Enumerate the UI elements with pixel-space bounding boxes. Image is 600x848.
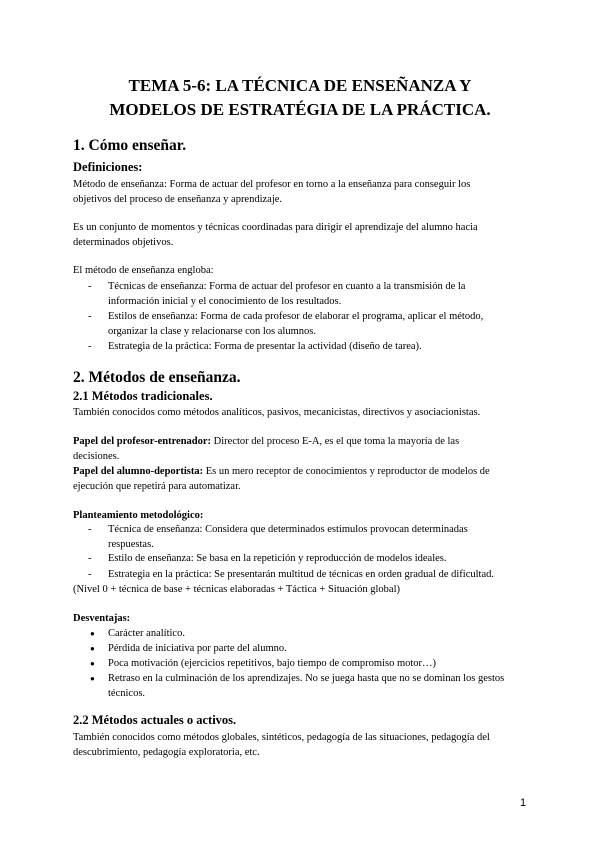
subsection-2-1-heading: 2.1 Métodos tradicionales. (73, 389, 213, 403)
list-dash: - (88, 553, 92, 564)
profesor-label: Papel del profesor-entrenador: (73, 436, 212, 447)
conjunto-paragraph: Es un conjunto de momentos y técnicas coordinadas para dirigir el aprendizaje del alumno hacia determinados objetivos. (73, 222, 478, 248)
list-dash: - (88, 281, 92, 292)
list-item: Poca motivación (ejercicios repetitivos, bajo tiempo de compromiso motor…) (108, 658, 437, 669)
bullet: ● (90, 629, 95, 638)
desventajas-heading: Desventajas: (73, 613, 131, 624)
list-item: Estrategia en la práctica: Se presentarán multitud de técnicas en orden gradual de dificultad. (108, 569, 495, 580)
list-item: Técnica de enseñanza: Considera que determinados estímulos provocan determinadas respuestas. (108, 524, 468, 550)
list-dash: - (88, 569, 92, 580)
list-item: Carácter analítico. (108, 628, 185, 639)
engloba-text: El método de enseñanza engloba: (73, 265, 214, 276)
alumno-paragraph: Papel del alumno-deportista: Es un mero receptor de conocimientos y reproductor de modelos de ejecución que repetirá para automatizar. (73, 466, 490, 492)
list-item: Técnicas de enseñanza: Forma de actuar del profesor en cuanto a la transmisión de la información inicial y el conocimiento de los resultados. (108, 281, 466, 307)
title-line-2: MODELOS DE ESTRATÉGIA DE LA PRÁCTICA. (109, 100, 491, 119)
list-item: Pérdida de iniciativa por parte del alumno. (108, 643, 287, 654)
nivel-text: (Nivel 0 + técnica de base + técnicas elaboradas + Táctica + Situación global) (73, 584, 400, 595)
sub2-paragraph: También conocidos como métodos globales, sintéticos, pedagogía de las situaciones, pedagogía del descubrimiento, pedagogía exploratoria, etc. (73, 732, 490, 758)
list-dash: - (88, 341, 92, 352)
bullet: ● (90, 674, 95, 683)
section-2-heading: 2. Métodos de enseñanza. (73, 369, 241, 386)
list-dash: - (88, 311, 92, 322)
definition-paragraph: Método de enseñanza: Forma de actuar del profesor en torno a la enseñanza para conseguir los objetivos del proceso de enseñanza y aprendizaje. (73, 179, 471, 205)
document-title (40, 74, 560, 122)
bullet: ● (90, 644, 95, 653)
bullet: ● (90, 659, 95, 668)
planteamiento-heading: Planteamiento metodológico: (73, 510, 204, 521)
list-item: Estrategia de la práctica: Forma de presentar la actividad (diseño de tarea). (108, 341, 422, 352)
list-dash: - (88, 524, 92, 535)
sub1-intro: También conocidos como métodos analíticos, pasivos, mecanicistas, directivos y asociacionistas. (73, 407, 481, 418)
definiciones-heading: Definiciones: (73, 160, 143, 174)
title-line-1: TEMA 5-6: LA TÉCNICA DE ENSEÑANZA Y (128, 76, 472, 95)
list-item: Retraso en la culminación de los aprendizajes. No se juega hasta que no se dominan los gestos técnicos. (108, 673, 505, 699)
profesor-paragraph: Papel del profesor-entrenador: Director del proceso E-A, es el que toma la mayoría de las decisiones. (73, 436, 460, 462)
subsection-2-2-heading: 2.2 Métodos actuales o activos. (73, 713, 237, 727)
alumno-label: Papel del alumno-deportista: (73, 466, 204, 477)
list-item: Estilo de enseñanza: Se basa en la repetición y reproducción de modelos ideales. (108, 553, 447, 564)
page-number: 1 (520, 797, 527, 809)
section-1-heading: 1. Cómo enseñar. (73, 137, 187, 154)
list-item: Estilos de enseñanza: Forma de cada profesor de elaborar el programa, aplicar el método, organizar la clase y relacionarse con los alumnos. (108, 311, 484, 337)
